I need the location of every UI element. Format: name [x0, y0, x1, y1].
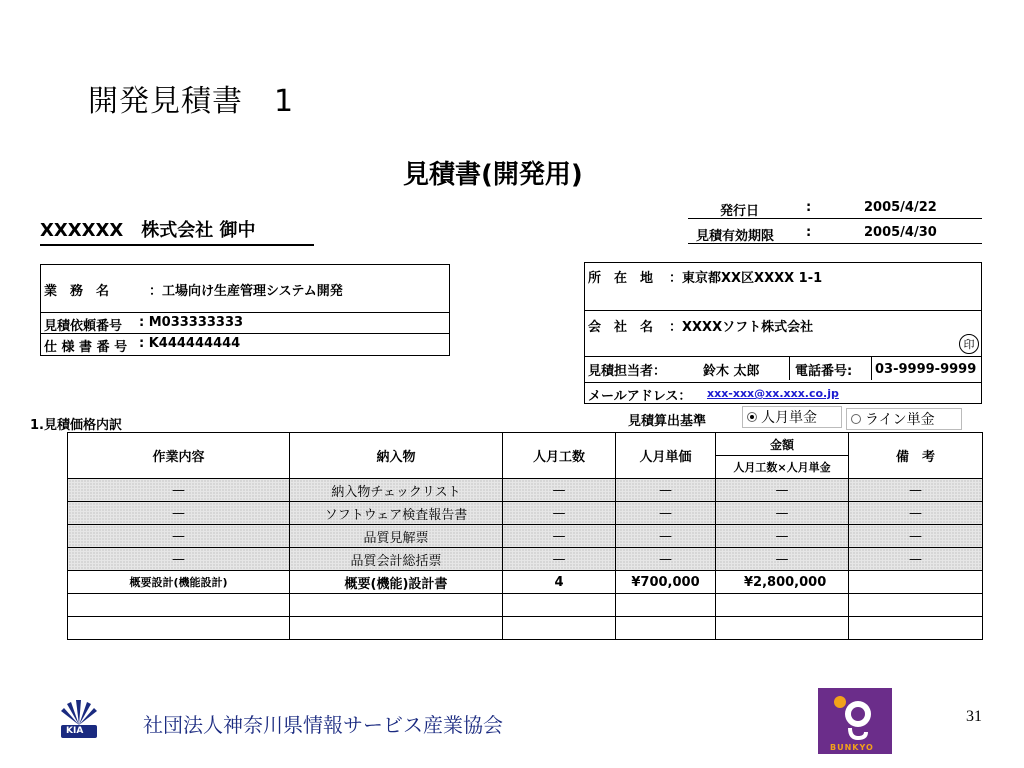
header-unit-price: 人月単価 [616, 433, 716, 479]
table-row [68, 548, 983, 571]
seal-icon: 印 [959, 334, 979, 354]
page-number: 31 [966, 708, 982, 725]
slide-title: 開発見積書 1 [88, 84, 295, 119]
divider [789, 356, 790, 380]
company-row [585, 316, 981, 335]
request-no-value: : M033333333 [139, 315, 244, 330]
cell-work: — [68, 548, 290, 571]
cell-work: — [68, 502, 290, 525]
bunkyo-logo-text: BUNKYO [830, 743, 874, 752]
valid-date-row [688, 225, 982, 244]
address-label: 所 在 地 [588, 271, 654, 286]
table-row [68, 479, 983, 502]
cell-remarks: — [849, 479, 983, 502]
cell-remarks: — [849, 502, 983, 525]
divider [41, 333, 449, 334]
cell-amount: ¥2,800,000 [716, 571, 849, 594]
valid-date-label: 見積有効期限 [696, 229, 775, 244]
issue-date-row [688, 200, 982, 219]
cell-deliverable: 品質会計総括票 [290, 548, 503, 571]
divider [585, 382, 981, 383]
email-row [585, 385, 981, 404]
kia-logo-text: KIA [66, 726, 84, 736]
cell-remarks: — [849, 525, 983, 548]
radio-selected-icon [747, 412, 757, 422]
header-remarks: 備 考 [849, 433, 983, 479]
cell-remarks: — [849, 548, 983, 571]
issue-date-sep: : [806, 200, 812, 215]
cell-deliverable: ソフトウェア検査報告書 [290, 502, 503, 525]
bunkyo-logo-icon [818, 688, 892, 754]
company-label: 会 社 名 [588, 320, 654, 335]
valid-date-value: 2005/4/30 [864, 225, 937, 240]
contact-name: 鈴木 太郎 [703, 364, 760, 379]
business-value: ：工場向け生産管理システム開発 [149, 284, 343, 299]
header-man-months: 人月工数 [503, 433, 616, 479]
company-value: ：XXXXソフト株式会社 [669, 320, 814, 335]
footer-organization: 社団法人神奈川県情報サービス産業協会 [143, 713, 503, 737]
header-deliverable: 納入物 [290, 433, 503, 479]
header-amount: 金額 [716, 433, 849, 456]
cell-unit-price: — [616, 502, 716, 525]
cell-work: — [68, 525, 290, 548]
table-row-empty [68, 594, 983, 617]
divider [585, 310, 981, 311]
cell-man-months: — [503, 502, 616, 525]
phone-value: 03-9999-9999 [875, 362, 977, 377]
cell-work: 概要設計(機能設計) [68, 571, 290, 594]
kia-logo-icon [58, 699, 100, 741]
cell-unit-price: — [616, 525, 716, 548]
cell-deliverable: 概要(機能)設計書 [290, 571, 503, 594]
request-no-row [41, 315, 449, 334]
radio-line-price-label: ライン単金 [865, 412, 935, 428]
business-row [41, 280, 449, 299]
divider [41, 312, 449, 313]
project-info-box [40, 264, 450, 356]
cell-unit-price: — [616, 479, 716, 502]
section-label: 1.見積価格内訳 [30, 418, 122, 433]
radio-unit-price[interactable] [742, 406, 842, 428]
cell-amount: — [716, 548, 849, 571]
valid-date-sep: : [806, 225, 812, 240]
header-work: 作業内容 [68, 433, 290, 479]
cell-man-months: — [503, 548, 616, 571]
cell-work: — [68, 479, 290, 502]
contact-row [585, 360, 981, 382]
cell-man-months: — [503, 525, 616, 548]
spec-no-label: 仕 様 書 番 号 [44, 340, 128, 355]
spec-no-row [41, 336, 449, 355]
vendor-info-box [584, 262, 982, 404]
cell-man-months: 4 [503, 571, 616, 594]
table-row-empty [68, 617, 983, 640]
cell-deliverable: 品質見解票 [290, 525, 503, 548]
cell-amount: — [716, 525, 849, 548]
email-link[interactable]: xxx-xxx@xx.xxx.co.jp [707, 387, 839, 400]
table-header-row [68, 433, 983, 456]
cell-deliverable: 納入物チェックリスト [290, 479, 503, 502]
address-row [585, 267, 981, 286]
header-amount-sub: 人月工数×人月単金 [716, 456, 849, 479]
divider [585, 356, 981, 357]
cell-unit-price: ¥700,000 [616, 571, 716, 594]
contact-label: 見積担当者： [588, 364, 667, 379]
document-title: 見積書(開発用) [403, 160, 583, 190]
business-label: 業 務 名 [44, 284, 110, 299]
email-label: メールアドレス： [588, 389, 692, 404]
radio-unselected-icon [851, 414, 861, 424]
cell-unit-price: — [616, 548, 716, 571]
request-no-label: 見積依頼番号 [44, 319, 123, 334]
spec-no-value: : K444444444 [139, 336, 241, 351]
table-row [68, 571, 983, 594]
estimate-table [67, 432, 983, 640]
cell-amount: — [716, 479, 849, 502]
table-row [68, 525, 983, 548]
issue-date-label: 発行日 [720, 204, 760, 219]
radio-unit-price-label: 人月単金 [761, 410, 817, 426]
cell-remarks [849, 571, 983, 594]
issue-date-value: 2005/4/22 [864, 200, 937, 215]
divider [871, 356, 872, 380]
radio-line-price[interactable] [846, 408, 962, 430]
cell-amount: — [716, 502, 849, 525]
table-row [68, 502, 983, 525]
cell-man-months: — [503, 479, 616, 502]
basis-label: 見積算出基準 [628, 414, 707, 429]
customer-name: XXXXXX 株式会社 御中 [40, 216, 314, 246]
address-value: ：東京都XX区XXXX 1-1 [669, 271, 823, 286]
phone-label: 電話番号: [795, 364, 853, 379]
